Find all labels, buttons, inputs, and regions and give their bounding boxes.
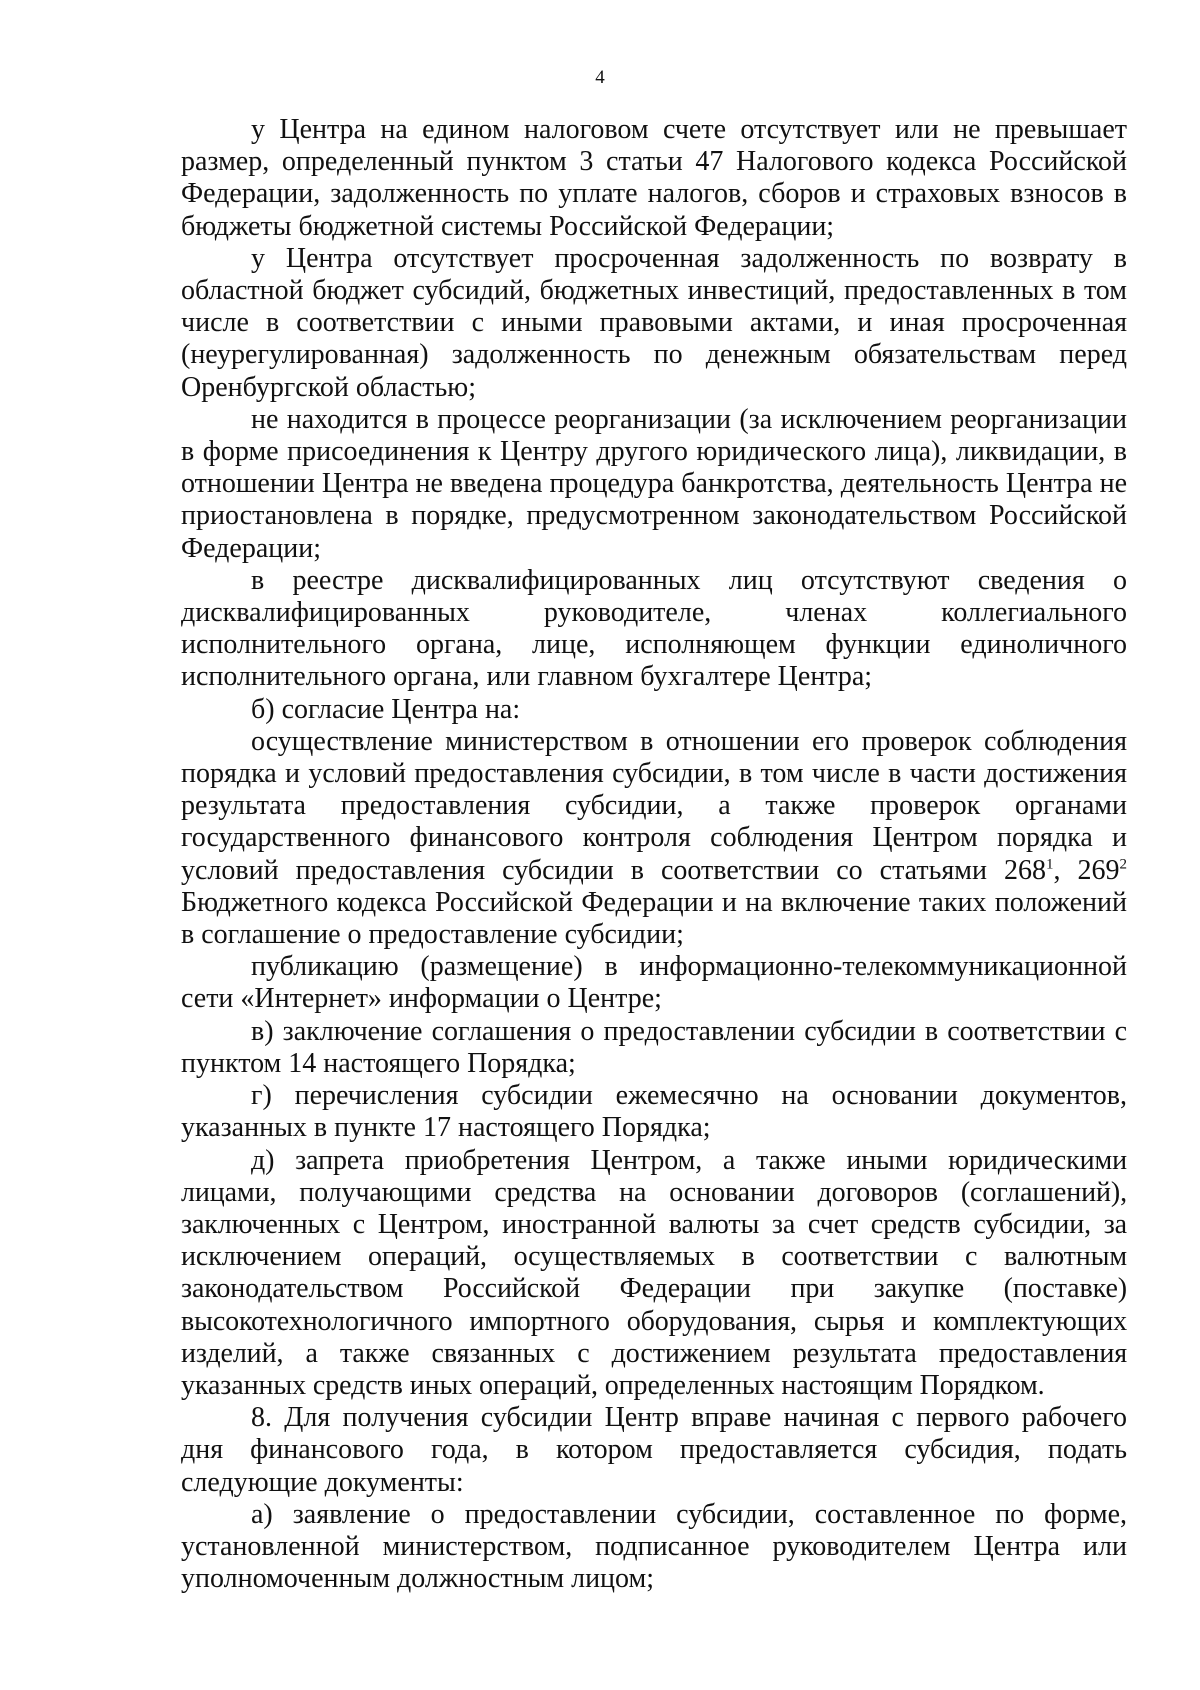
- paragraph-tax-debt: у Центра на едином налоговом счете отсутствует или не превышает размер, определенный пунктом 3 статьи 47 Налогового кодекса Российской Федерации, задолженность по уплате налогов, сборов и страховых взносов в бюджеты бюджетной системы Российской Федерации;: [181, 114, 1127, 242]
- paragraph-publication-consent: публикацию (размещение) в информационно-телекоммуникационной сети «Интернет» информации о Центре;: [181, 951, 1127, 1015]
- superscript-1: 1: [1045, 856, 1054, 873]
- document-body: [181, 114, 1127, 1595]
- paragraph-consent-heading: б) согласие Центра на:: [251, 693, 521, 725]
- superscript-2: 2: [1119, 856, 1128, 873]
- inspections-text-part-3: Бюджетного кодекса Российской Федерации и на включение таких положений в соглашение о предоставление субсидии;: [181, 886, 1127, 951]
- paragraph-application: а) заявление о предоставлении субсидии, составленное по форме, установленной министерством, подписанное руководителем Центра или уполномоченным должностным лицом;: [181, 1498, 1127, 1595]
- paragraph-monthly-transfer: г) перечисления субсидии ежемесячно на основании документов, указанных в пункте 17 настоящего Порядка;: [181, 1080, 1127, 1144]
- paragraph-disqualified-persons: в реестре дисквалифицированных лиц отсутствуют сведения о дисквалифицированных руководителе, членах коллегиального исполнительного органа, лице, исполняющем функции единоличного исполнительного органа, или главном бухгалтере Центра;: [181, 564, 1127, 693]
- paragraph-currency-prohibition: д) запрета приобретения Центром, а также иными юридическими лицами, получающими средства на основании договоров (соглашений), заключенных с Центром, иностранной валюты за счет средств субсидии, за исключением операций, осуществляемых в соответствии с валютным законодательством Российской Федерации при закупке (поставке) высокотехнологичного импортного оборудования, сырья и комплектующих изделий, а также связанных с достижением результата предоставления указанных средств иных операций, определенных настоящим Порядком.: [181, 1144, 1127, 1401]
- paragraph-agreement-conclusion: в) заключение соглашения о предоставлении субсидии в соответствии с пунктом 14 настоящего Порядка;: [181, 1015, 1127, 1079]
- inspections-text-part-1: осуществление министерством в отношении его проверок соблюдения порядка и условий предоставления субсидии, в том числе в части достижения результата предоставления субсидии, а также проверок органами государственного финансового контроля соблюдения Центром порядка и условий предоставления субсидии в соответствии со статьями 268: [181, 725, 1127, 886]
- paragraph-reorganization: не находится в процессе реорганизации (за исключением реорганизации в форме присоединения к Центру другого юридического лица), ликвидации, в отношении Центра не введена процедура банкротства, деятельность Центра не приостановлена в порядке, предусмотренном законодательством Российской Федерации;: [181, 403, 1127, 564]
- page-number: 4: [595, 67, 605, 88]
- paragraph-overdue-debt: у Центра отсутствует просроченная задолженность по возврату в областной бюджет субсидий, бюджетных инвестиций, предоставленных в том числе в соответствии с иными правовыми актами, и иная просроченная (неурегулированная) задолженность по денежным обязательствам перед Оренбургской областью;: [181, 242, 1127, 403]
- paragraph-item-8-documents: 8. Для получения субсидии Центр вправе начиная с первого рабочего дня финансового года, в котором предоставляется субсидия, подать следующие документы:: [181, 1402, 1127, 1498]
- paragraph-inspections-consent: [181, 726, 1127, 951]
- inspections-text-part-2: , 269: [1053, 854, 1120, 886]
